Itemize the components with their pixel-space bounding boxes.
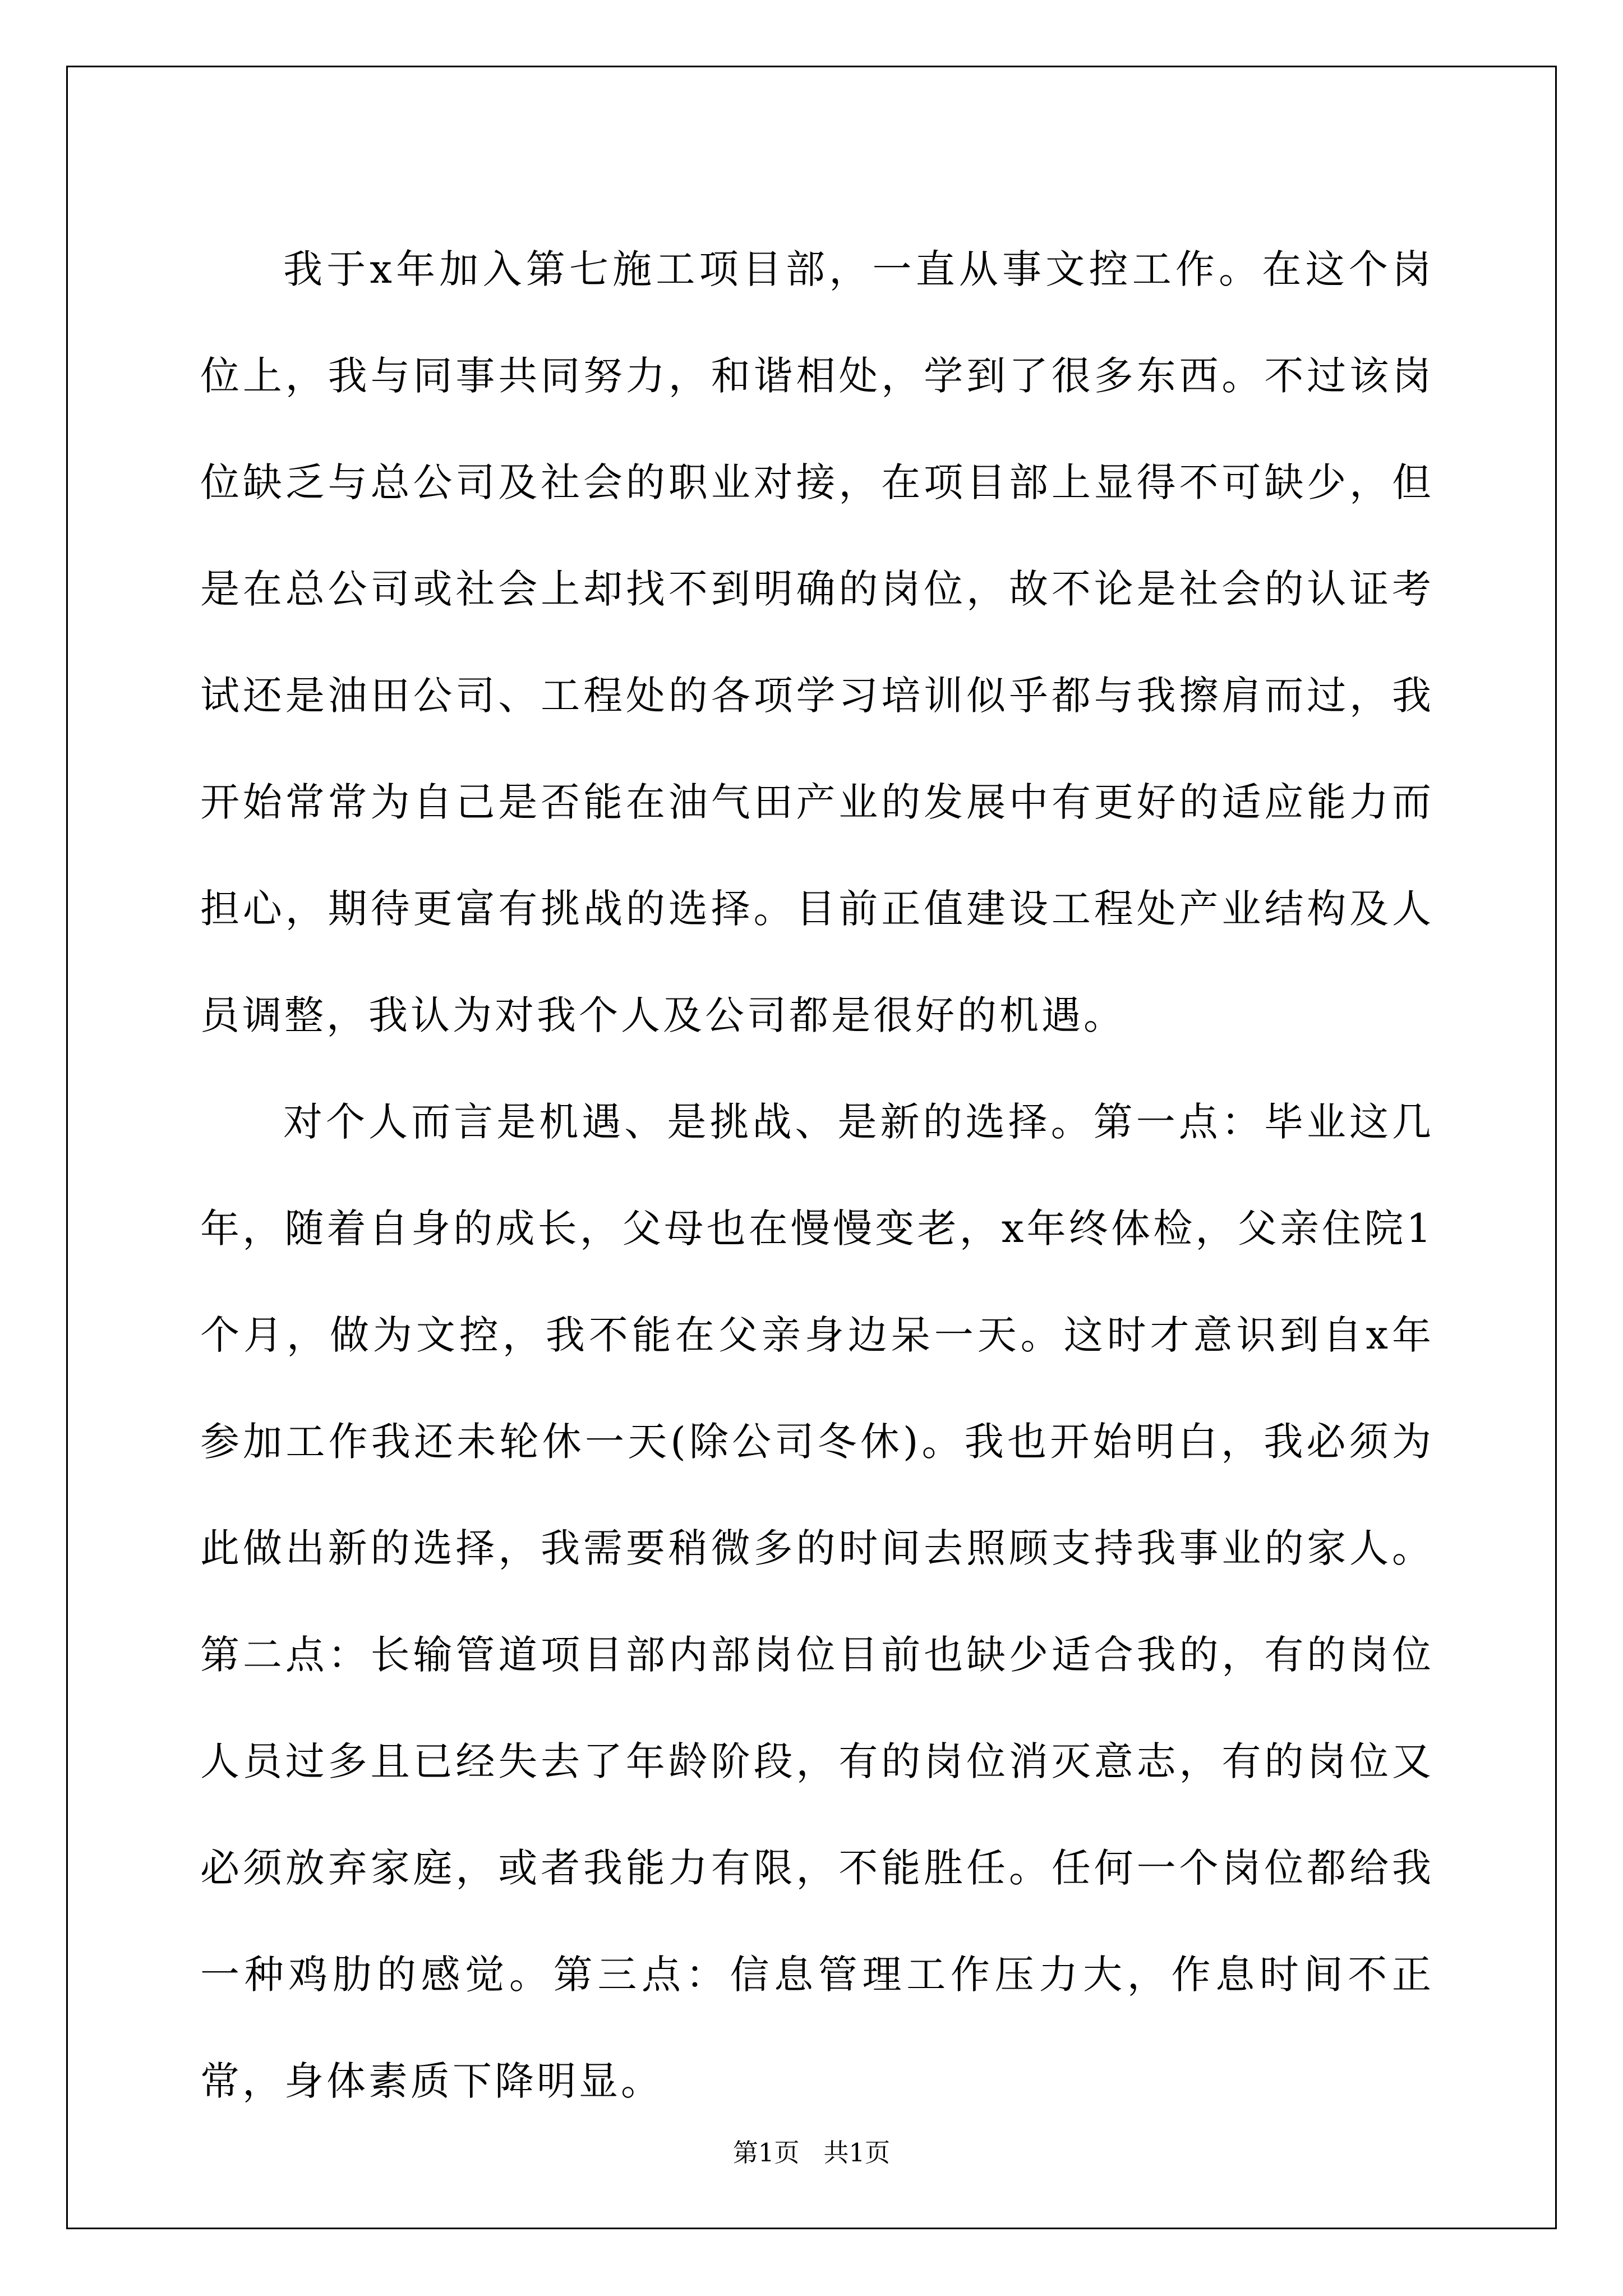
- page-footer: 第1页 共1页: [732, 2138, 891, 2168]
- paragraph-1: 我于x年加入第七施工项目部，一直从事文控工作。在这个岗位上，我与同事共同努力，和谐相处，学到了很多东西。不过该岗位缺乏与总公司及社会的职业对接，在项目部上显得不可缺少，但是在总公司或社会上却找不到明确的岗位，故不论是社会的认证考试还是油田公司、工程处的各项学习培训似乎都与我擦肩而过，我开始常常为自己是否能在油气田产业的发展中有更好的适应能力而担心，期待更富有挑战的选择。目前正值建设工程处产业结构及人员调整，我认为对我个人及公司都是很好的机遇。: [200, 246, 1434, 1038]
- paragraph-2: 对个人而言是机遇、是挑战、是新的选择。第一点：毕业这几年，随着自身的成长，父母也在慢慢变老，x年终体检，父亲住院1个月，做为文控，我不能在父亲身边呆一天。这时才意识到自x年参加工作我还未轮休一天(除公司冬休)。我也开始明白，我必须为此做出新的选择，我需要稍微多的时间去照顾支持我事业的家人。第二点：长输管道项目部内部岗位目前也缺少适合我的，有的岗位人员过多且已经失去了年龄阶段，有的岗位消灭意志，有的岗位又必须放弃家庭，或者我能力有限，不能胜任。任何一个岗位都给我一种鸡肋的感觉。第三点：信息管理工作压力大，作息时间不正常，身体素质下降明显。: [200, 1099, 1434, 2104]
- document-body: [200, 216, 1434, 2134]
